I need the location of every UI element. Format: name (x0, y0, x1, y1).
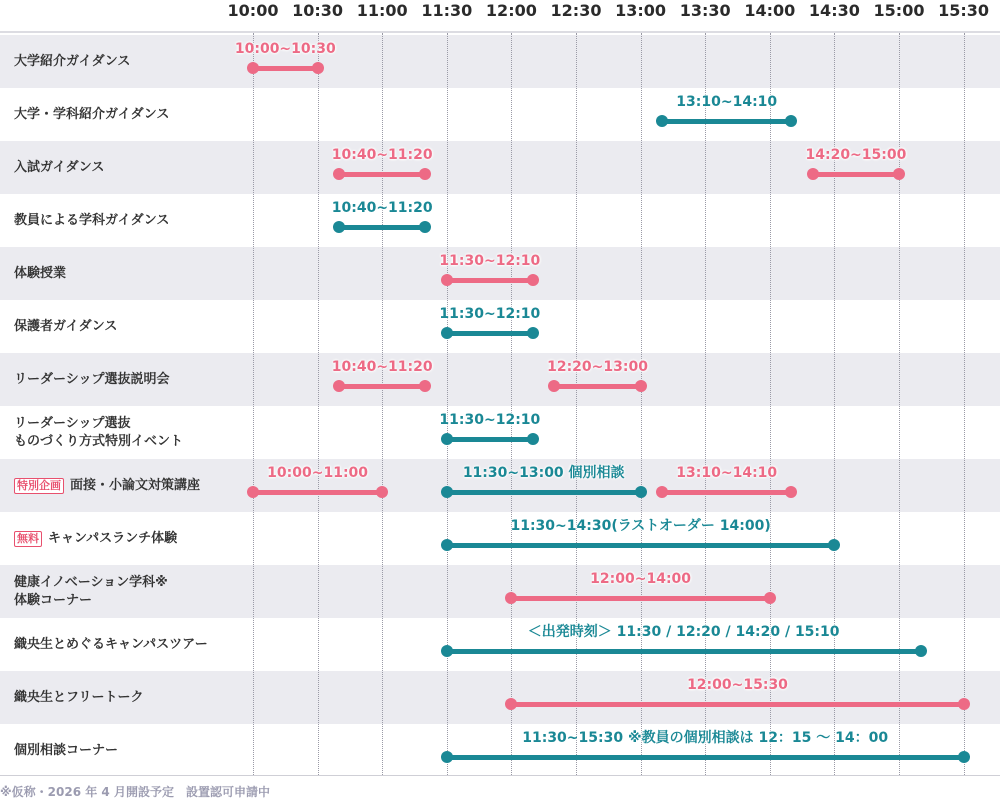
time-gridline (770, 33, 771, 775)
time-label: 15:00 (873, 1, 925, 20)
time-bar (253, 66, 318, 71)
bar-end-dot (915, 645, 927, 657)
row-label (14, 194, 246, 247)
row-label-line (14, 574, 246, 592)
time-range-label: 10:00~10:30 (234, 41, 336, 57)
event-tag-badge: 特別企画 (14, 478, 64, 494)
row-label (14, 353, 246, 406)
time-range-label: 11:30~12:10 (439, 412, 541, 428)
row-label-line (14, 592, 246, 610)
event-tag-badge: 無料 (14, 531, 42, 547)
row-label-line (14, 636, 246, 654)
time-label: 13:00 (615, 1, 667, 20)
row-label (14, 406, 246, 459)
time-range-label: 11:30~12:10 (439, 253, 541, 269)
row-label-text: 織央生とフリートーク (14, 689, 144, 705)
bar-start-dot (441, 645, 453, 657)
row-label-line (14, 477, 246, 495)
row-label-line (14, 371, 246, 389)
row-label-line (14, 265, 246, 283)
time-gridline (705, 33, 706, 775)
bar-start-dot (807, 168, 819, 180)
time-label: 15:30 (938, 1, 990, 20)
row-label-line (14, 212, 246, 230)
bar-end-dot (527, 274, 539, 286)
header-divider (0, 31, 1000, 33)
time-gridline (447, 33, 448, 775)
time-bar (339, 172, 425, 177)
bar-end-dot (312, 62, 324, 74)
time-bar (662, 490, 791, 495)
bar-end-dot (527, 433, 539, 445)
row-label-text: 健康イノベーション学科※ (14, 574, 168, 590)
row-label-text: 入試ガイダンス (14, 159, 105, 175)
row-label-line (14, 318, 246, 336)
row-label-line (14, 415, 246, 433)
row-label-text: 面接・小論文対策講座 (70, 477, 201, 493)
row-label (14, 459, 246, 512)
time-range-label: 11:30~13:00 個別相談 (462, 465, 625, 481)
row-label-text: キャンパスランチ体験 (48, 530, 178, 546)
time-range-label: ＜出発時刻＞ 11:30 / 12:20 / 14:20 / 15:10 (527, 624, 840, 640)
time-label: 10:00 (227, 1, 279, 20)
row-label (14, 724, 246, 777)
time-range-label: 13:10~14:10 (676, 465, 778, 481)
time-range-label: 12:00~14:00 (590, 571, 692, 587)
bar-start-dot (441, 327, 453, 339)
bar-start-dot (247, 62, 259, 74)
row-label-text: 体験授業 (14, 265, 67, 281)
row-label-text: リーダーシップ選抜説明会 (14, 371, 170, 387)
bar-start-dot (441, 539, 453, 551)
time-bar (511, 702, 963, 707)
schedule-row-free-talk (0, 671, 1000, 724)
time-bar (447, 437, 533, 442)
row-label-line (14, 433, 246, 451)
time-label: 14:30 (808, 1, 860, 20)
time-range-label: 10:40~11:20 (331, 147, 433, 163)
row-label-text: ものづくり方式特別イベント (14, 433, 184, 449)
time-label: 11:00 (356, 1, 408, 20)
row-label-text: 保護者ガイダンス (14, 318, 118, 334)
bar-end-dot (764, 592, 776, 604)
footnote: ※仮称・2026 年 4 月開設予定 設置認可申請中 (0, 785, 270, 799)
time-bar (253, 490, 382, 495)
row-label (14, 618, 246, 671)
time-bar (447, 490, 641, 495)
bar-end-dot (635, 380, 647, 392)
row-label-line (14, 159, 246, 177)
time-bar (447, 331, 533, 336)
time-bar (447, 649, 921, 654)
time-range-label: 10:40~11:20 (331, 200, 433, 216)
bar-end-dot (635, 486, 647, 498)
schedule-row-campus-lunch (0, 512, 1000, 565)
bar-end-dot (958, 751, 970, 763)
time-range-label: 12:20~13:00 (547, 359, 648, 375)
time-range-label: 13:10~14:10 (676, 94, 778, 110)
bar-start-dot (441, 751, 453, 763)
time-range-label: 11:30~15:30 ※教員の個別相談は 12：15 ～ 14：00 (522, 730, 889, 746)
time-gridline (318, 33, 319, 775)
row-label (14, 141, 246, 194)
schedule-row-leadership-info (0, 353, 1000, 406)
row-label (14, 35, 246, 88)
row-label (14, 512, 246, 565)
bar-end-dot (527, 327, 539, 339)
time-bar (554, 384, 640, 389)
time-label: 14:00 (744, 1, 796, 20)
time-range-label: 11:30~12:10 (439, 306, 541, 322)
time-range-label: 10:00~11:00 (267, 465, 369, 481)
time-bar (447, 278, 533, 283)
schedule-row-univ-intro (0, 35, 1000, 88)
time-bar (447, 755, 964, 760)
row-label-text: 大学紹介ガイダンス (14, 53, 131, 69)
time-gridline (641, 33, 642, 775)
time-range-label: 11:30~14:30(ラストオーダー 14:00) (510, 518, 771, 534)
time-bar (339, 225, 425, 230)
time-bar (813, 172, 899, 177)
time-range-label: 14:20~15:00 (805, 147, 907, 163)
footer-divider (0, 775, 1000, 776)
row-label-text: 大学・学科紹介ガイダンス (14, 106, 170, 122)
row-label-line (14, 530, 246, 548)
time-label: 11:30 (421, 1, 473, 20)
time-gridline (253, 33, 254, 775)
time-gridline (834, 33, 835, 775)
time-gridline (576, 33, 577, 775)
bar-end-dot (958, 698, 970, 710)
schedule-row-dept-intro (0, 88, 1000, 141)
row-label-line (14, 53, 246, 71)
row-label-text: リーダーシップ選抜 (14, 415, 131, 431)
row-label-line (14, 742, 246, 760)
time-bar (339, 384, 425, 389)
time-gridline (899, 33, 900, 775)
bar-start-dot (441, 274, 453, 286)
time-range-label: 12:00~15:30 (687, 677, 788, 693)
row-label (14, 88, 246, 141)
time-gridline (382, 33, 383, 775)
schedule-row-health-innovation (0, 565, 1000, 618)
row-label-text: 個別相談コーナー (14, 742, 119, 758)
time-gridline (511, 33, 512, 775)
bar-end-dot (893, 168, 905, 180)
time-bar (447, 543, 835, 548)
time-bar (662, 119, 791, 124)
time-range-label: 10:40~11:20 (331, 359, 433, 375)
row-label (14, 671, 246, 724)
time-label: 12:00 (485, 1, 537, 20)
schedule-row-campus-tour (0, 618, 1000, 671)
schedule-row-faculty-guidance (0, 194, 1000, 247)
row-label-text: 体験コーナー (14, 592, 93, 608)
bar-start-dot (247, 486, 259, 498)
bar-start-dot (441, 486, 453, 498)
time-gridline (964, 33, 965, 775)
row-label (14, 300, 246, 353)
row-label-line (14, 106, 246, 124)
time-label: 12:30 (550, 1, 602, 20)
time-label: 10:30 (292, 1, 344, 20)
row-label (14, 247, 246, 300)
time-bar (511, 596, 769, 601)
time-label: 13:30 (679, 1, 731, 20)
row-label (14, 565, 246, 618)
row-label-text: 織央生とめぐるキャンパスツアー (14, 636, 208, 652)
bar-start-dot (441, 433, 453, 445)
row-label-line (14, 689, 246, 707)
row-label-text: 教員による学科ガイダンス (14, 212, 170, 228)
